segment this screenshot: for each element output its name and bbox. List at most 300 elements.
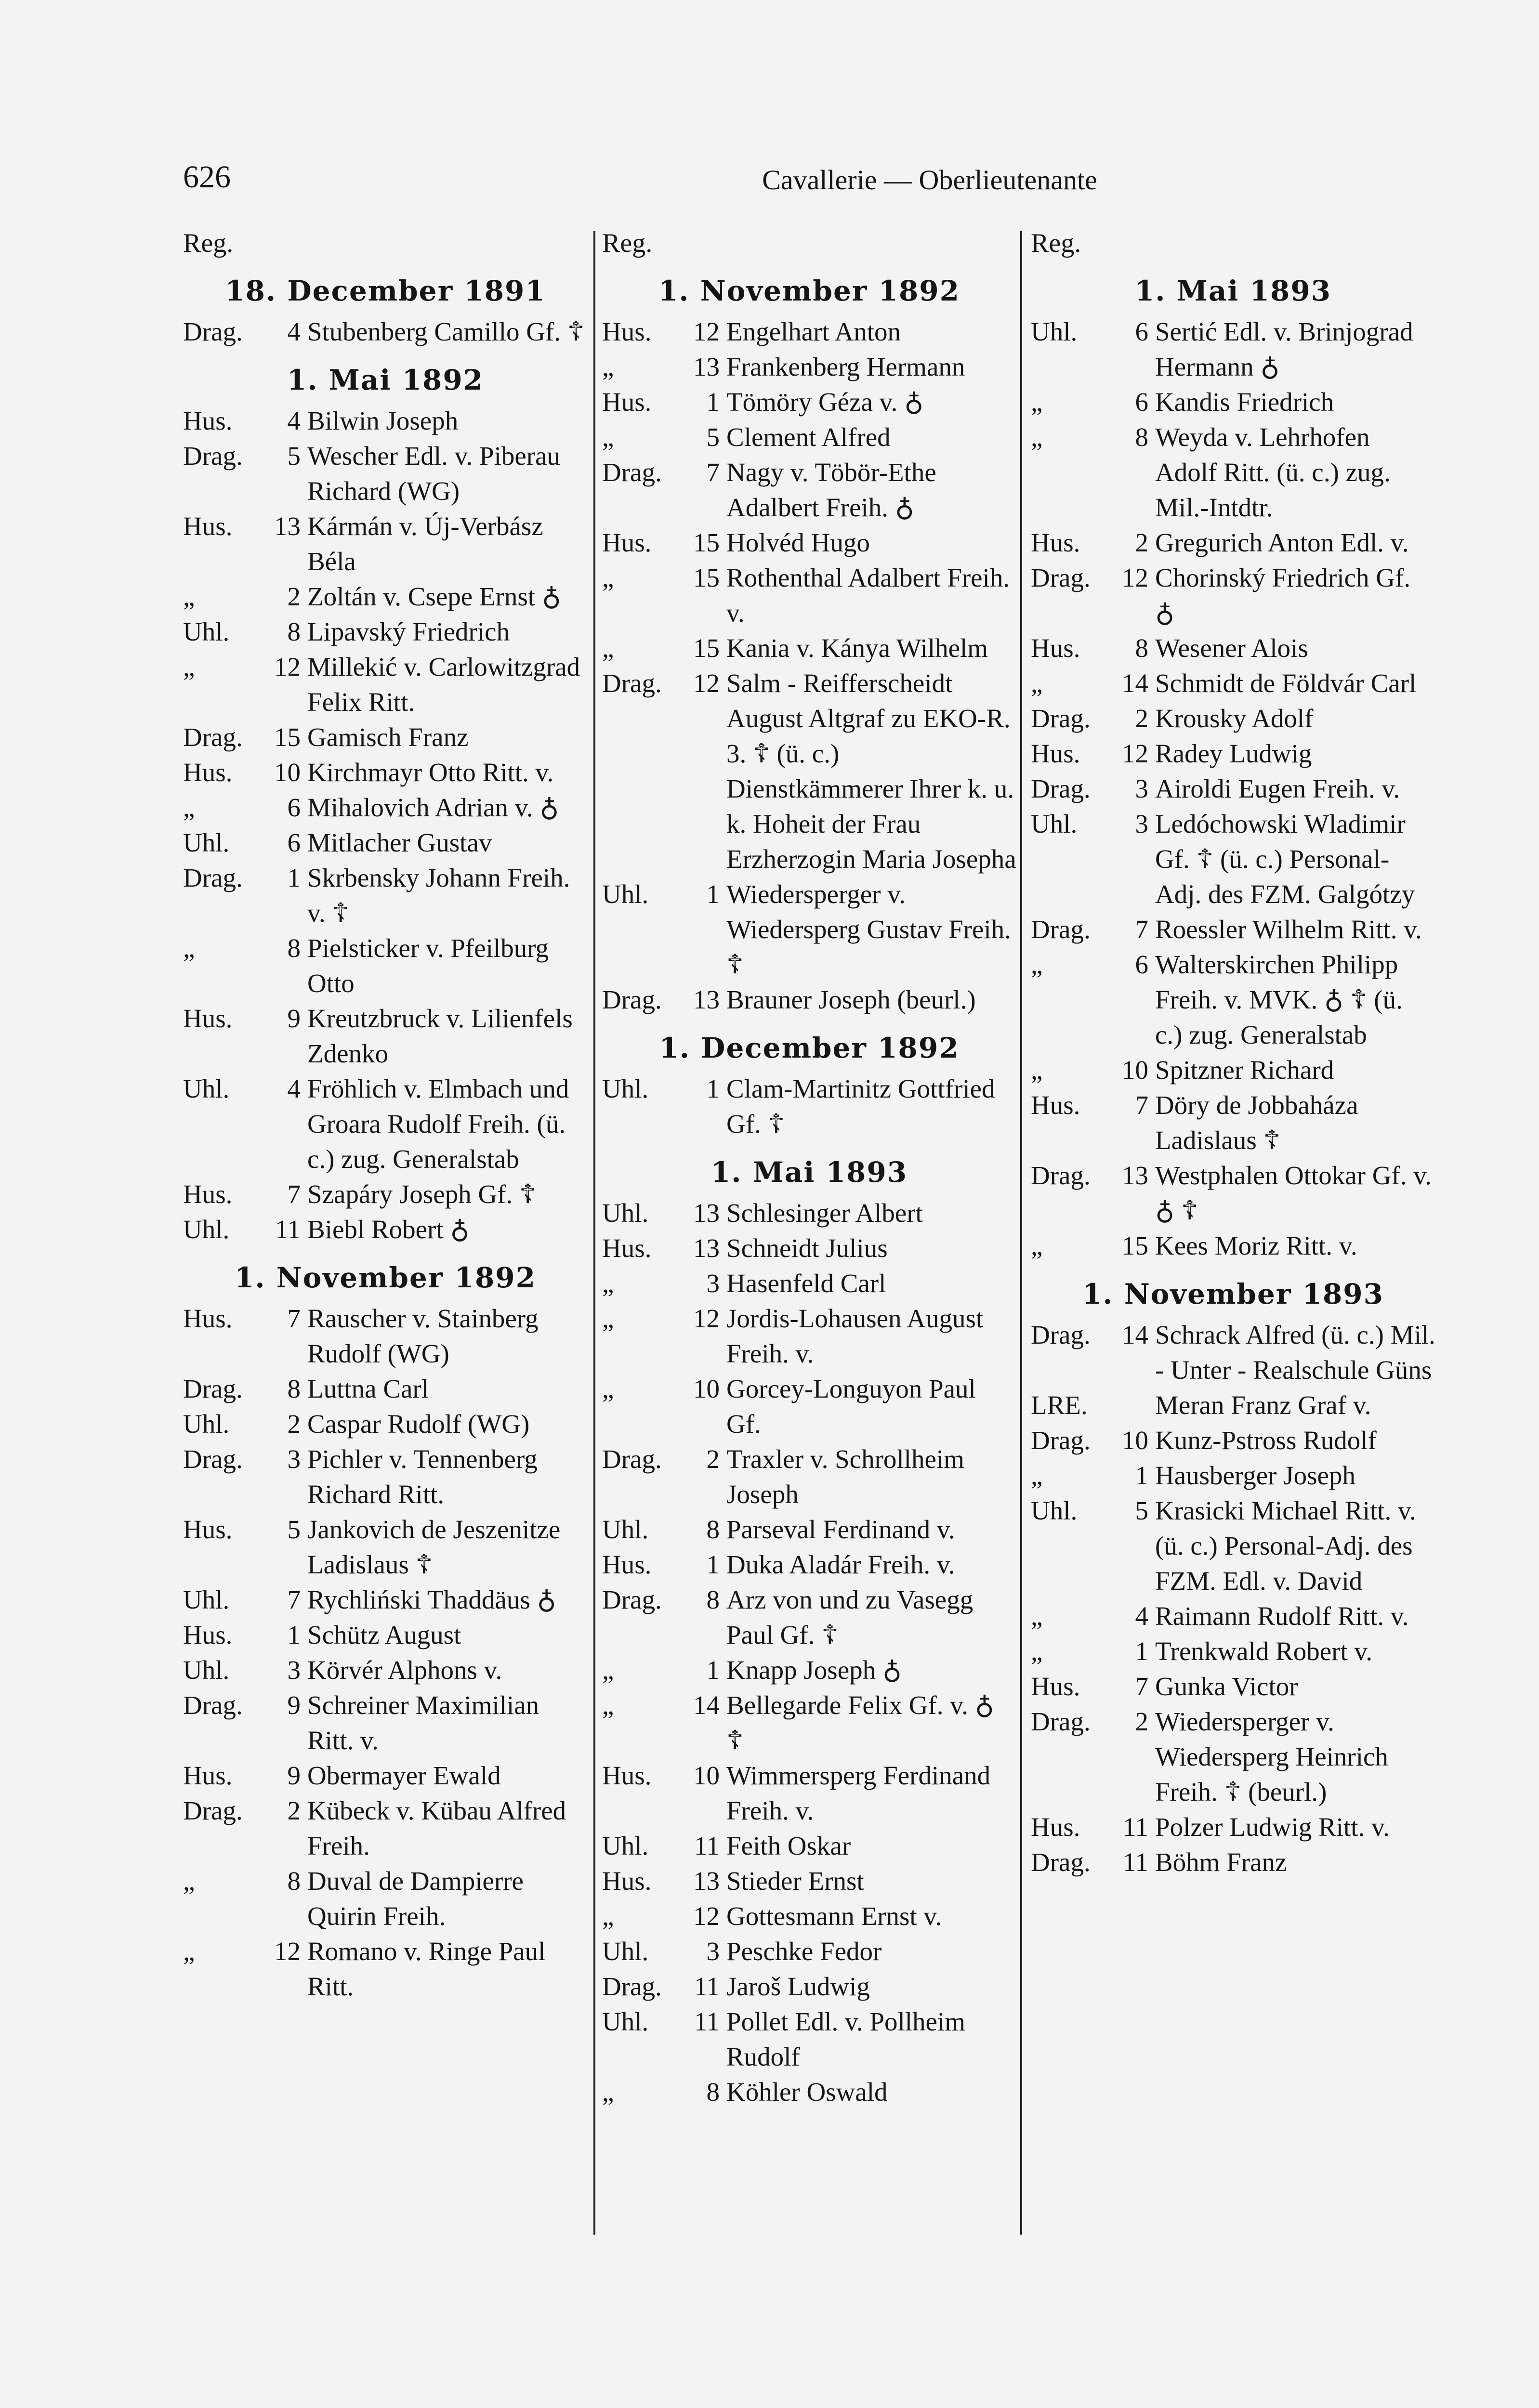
regiment-type: „	[183, 652, 195, 681]
regiment-type: „	[602, 1304, 614, 1333]
officer-entry	[183, 314, 588, 349]
regiment-number: 1	[706, 1655, 720, 1685]
officer-name: Fröhlich v. Elmbach und Groara Rudolf Freih. (ü. c.) zug. Generalstab	[307, 1074, 569, 1174]
officer-entry	[602, 982, 1016, 1017]
officer-name: Roessler Wilhelm Ritt. v.	[1155, 915, 1422, 944]
regiment-number: 11	[694, 1972, 720, 2001]
officer-name: Kania v. Kánya Wilhelm	[726, 633, 988, 663]
regiment-type: „	[1031, 1601, 1043, 1631]
date-heading: 1. November 1892	[234, 1261, 537, 1294]
officer-name: Schlesinger Albert	[726, 1198, 923, 1228]
regiment-type: Uhl.	[602, 1198, 649, 1228]
regiment-number: 11	[694, 2007, 720, 2036]
regiment-number: 10	[1122, 1426, 1148, 1455]
regiment-type: Drag.	[183, 1374, 243, 1403]
regiment-number: 7	[287, 1179, 301, 1209]
officer-name: Frankenberg Hermann	[726, 352, 965, 381]
regiment-number: 6	[287, 793, 301, 822]
date-heading: 1. Mai 1893	[1134, 275, 1332, 307]
officer-entry	[1031, 314, 1435, 384]
officer-name: Kreutzbruck v. Lilienfels Zdenko	[307, 1004, 573, 1068]
officer-entry	[1031, 1458, 1435, 1493]
regiment-type: Drag.	[183, 317, 243, 346]
officer-name: Mihalovich Adrian v. ♁	[307, 793, 559, 822]
officer-entry	[602, 1301, 1016, 1371]
regiment-type: Hus.	[1031, 1672, 1080, 1701]
regiment-number: 13	[693, 985, 720, 1014]
regiment-number: 2	[287, 1796, 301, 1825]
regiment-type: Uhl.	[183, 617, 230, 646]
officer-name: Duka Aladár Freih. v.	[726, 1550, 955, 1579]
officer-name: Böhm Franz	[1155, 1847, 1287, 1877]
officer-entry	[183, 1758, 588, 1793]
officer-entry	[602, 1547, 1016, 1582]
regiment-number: 10	[1122, 1055, 1148, 1085]
officer-entry	[183, 579, 588, 614]
regiment-number: 7	[1135, 1090, 1148, 1120]
regiment-type: „	[183, 793, 195, 822]
officer-entry	[183, 614, 588, 649]
officer-entry	[1031, 1598, 1435, 1634]
officer-entry	[602, 1582, 1016, 1652]
officer-name: Clement Alfred	[726, 422, 891, 452]
regiment-type: „	[1031, 422, 1043, 452]
regiment-type: Hus.	[183, 1304, 233, 1333]
regiment-type: Hus.	[1031, 633, 1080, 663]
regiment-number: 1	[706, 879, 720, 909]
officer-name: Bellegarde Felix Gf. v. ♁ ☦	[726, 1690, 994, 1755]
officer-name: Wiedersperger v. Wiedersperg Gustav Freih. ☦	[726, 879, 1011, 979]
regiment-type: Drag.	[1031, 704, 1091, 733]
officer-name: Döry de Jobbaháza Ladislaus ☦	[1155, 1090, 1358, 1155]
officer-name: Hausberger Joseph	[1155, 1461, 1355, 1490]
regiment-type: Drag.	[602, 1585, 662, 1614]
officer-entry	[183, 403, 588, 438]
regiment-type: Uhl.	[183, 1409, 230, 1439]
officer-entry	[1031, 525, 1435, 560]
regiment-type: Drag.	[1031, 563, 1091, 592]
officer-name: Kees Moriz Ritt. v.	[1155, 1231, 1357, 1260]
officer-entry	[183, 1071, 588, 1177]
officer-name: Körvér Alphons v.	[307, 1655, 502, 1685]
regiment-number: 13	[693, 1866, 720, 1896]
regiment-number: 9	[287, 1690, 301, 1720]
regiment-number: 3	[706, 1937, 720, 1966]
officer-entry	[183, 755, 588, 790]
officer-entry	[183, 1688, 588, 1758]
regiment-type: Drag.	[602, 1972, 662, 2001]
regiment-type: „	[1031, 668, 1043, 698]
officer-entry	[602, 314, 1016, 349]
regiment-type: Uhl.	[1031, 1496, 1078, 1525]
regiment-type: „	[183, 582, 195, 611]
regiment-number: 6	[1135, 317, 1148, 346]
regiment-number: 8	[706, 1585, 720, 1614]
regiment-type: Drag.	[183, 863, 243, 892]
regiment-number: 10	[274, 758, 301, 787]
column-divider	[1020, 231, 1022, 2235]
officer-entry	[183, 1406, 588, 1441]
regiment-type: „	[602, 1374, 614, 1403]
regiment-type: Hus.	[183, 511, 233, 541]
officer-entry	[1031, 1387, 1435, 1423]
officer-name: Peschke Fedor	[726, 1937, 882, 1966]
officer-entry	[602, 1688, 1016, 1758]
regiment-type: „	[1031, 1461, 1043, 1490]
regiment-type: Hus.	[183, 758, 233, 787]
date-heading: 1. November 1892	[658, 275, 960, 307]
regiment-number: 12	[693, 668, 720, 698]
officer-entry	[1031, 771, 1435, 806]
officer-entry	[1031, 1493, 1435, 1598]
officer-entry	[602, 1195, 1016, 1230]
officer-entry	[183, 438, 588, 509]
regiment-number: 3	[1135, 774, 1148, 803]
regiment-type: Drag.	[183, 1444, 243, 1474]
regiment-type: „	[1031, 950, 1043, 979]
running-title: Cavallerie — Oberlieutenante	[762, 164, 1097, 196]
regiment-type: Uhl.	[183, 1585, 230, 1614]
regiment-number: 12	[1122, 739, 1148, 768]
officer-entry	[1031, 1228, 1435, 1263]
regiment-number: 3	[287, 1655, 301, 1685]
officer-entry	[183, 1001, 588, 1071]
regiment-number: 6	[287, 828, 301, 857]
officer-name: Gorcey-Longuyon Paul Gf.	[726, 1374, 976, 1439]
officer-entry	[183, 1441, 588, 1512]
promotion-date-section	[602, 272, 1016, 1017]
regiment-type: „	[1031, 1231, 1043, 1260]
officer-entry	[183, 1652, 588, 1688]
officer-entry	[602, 560, 1016, 630]
regiment-number: 8	[1135, 422, 1148, 452]
officer-name: Köhler Oswald	[726, 2077, 888, 2107]
officer-entry	[602, 1230, 1016, 1266]
officer-name: Clam-Martinitz Gottfried Gf. ☦	[726, 1074, 995, 1139]
regiment-number: 2	[287, 582, 301, 611]
regiment-number: 1	[1135, 1636, 1148, 1666]
regiment-type: „	[602, 633, 614, 663]
regiment-number: 8	[706, 1515, 720, 1544]
regiment-number: 5	[1135, 1496, 1148, 1525]
reg-column-label: Reg.	[1031, 228, 1081, 258]
regiment-type: Hus.	[602, 317, 652, 346]
regiment-number: 1	[706, 1550, 720, 1579]
officer-name: Wescher Edl. v. Piberau Richard (WG)	[307, 441, 561, 506]
regiment-number: 8	[287, 617, 301, 646]
officer-name: Traxler v. Schrollheim Joseph	[726, 1444, 964, 1509]
officer-name: Schütz August	[307, 1620, 461, 1649]
regiment-type: „	[602, 1690, 614, 1720]
officer-entry	[1031, 1158, 1435, 1228]
officer-name: Feith Oskar	[726, 1831, 851, 1860]
officer-entry	[1031, 666, 1435, 701]
officer-name: Brauner Joseph (beurl.)	[726, 985, 976, 1014]
officer-entry	[602, 455, 1016, 525]
regiment-number: 11	[694, 1831, 720, 1860]
officer-entry	[602, 877, 1016, 982]
officer-name: Trenkwald Robert v.	[1155, 1636, 1373, 1666]
regiment-number: 2	[706, 1444, 720, 1474]
officer-entry	[602, 1898, 1016, 1934]
regiment-number: 2	[1135, 1707, 1148, 1736]
officer-entry	[183, 1301, 588, 1371]
officer-name: Weyda v. Lehrhofen Adolf Ritt. (ü. c.) zug. Mil.-Intdtr.	[1155, 422, 1391, 522]
officer-name: Engelhart Anton	[726, 317, 901, 346]
regiment-type: Drag.	[1031, 915, 1091, 944]
regiment-type: Hus.	[1031, 739, 1080, 768]
officer-name: Arz von und zu Vasegg Paul Gf. ☦	[726, 1585, 973, 1649]
regiment-type: Drag.	[1031, 1426, 1091, 1455]
promotion-date-section	[183, 361, 588, 1247]
officer-entry	[602, 1512, 1016, 1547]
regiment-type: „	[602, 422, 614, 452]
regiment-number: 7	[287, 1585, 301, 1614]
officer-entry	[602, 1934, 1016, 1969]
regiment-type: Drag.	[1031, 774, 1091, 803]
officer-entry	[1031, 1052, 1435, 1087]
officer-name: Millekić v. Carlowitzgrad Felix Ritt.	[307, 652, 580, 717]
regiment-type: Drag.	[183, 1796, 243, 1825]
regiment-number: 13	[693, 1198, 720, 1228]
regiment-number: 15	[693, 528, 720, 557]
officer-name: Schneidt Julius	[726, 1233, 888, 1263]
officer-name: Kármán v. Új-Verbász Béla	[307, 511, 543, 576]
officer-entry	[183, 1582, 588, 1617]
regiment-type: „	[183, 1937, 195, 1966]
officer-name: Rauscher v. Stainberg Rudolf (WG)	[307, 1304, 539, 1368]
officer-name: Spitzner Richard	[1155, 1055, 1334, 1085]
regiment-type: Hus.	[183, 406, 233, 435]
officer-name: Pielsticker v. Pfeilburg Otto	[307, 933, 549, 998]
regiment-type: Uhl.	[602, 1831, 649, 1860]
regiment-type: Hus.	[183, 1004, 233, 1033]
officer-name: Pollet Edl. v. Pollheim Rudolf	[726, 2007, 966, 2071]
regiment-number: 13	[693, 352, 720, 381]
regiment-type: Drag.	[183, 722, 243, 752]
officer-name: Krasicki Michael Ritt. v. (ü. c.) Personal-Adj. des FZM. Edl. v. David	[1155, 1496, 1416, 1596]
officer-name: Lipavský Friedrich	[307, 617, 510, 646]
officer-entry	[183, 1512, 588, 1582]
regiment-type: „	[183, 1866, 195, 1896]
officer-entry	[602, 630, 1016, 666]
officer-entry	[602, 1441, 1016, 1512]
regiment-number: 6	[1135, 950, 1148, 979]
regiment-number: 13	[693, 1233, 720, 1263]
officer-entry	[183, 509, 588, 579]
officer-name: Gregurich Anton Edl. v.	[1155, 528, 1409, 557]
officer-name: Gamisch Franz	[307, 722, 469, 752]
regiment-type: „	[602, 1269, 614, 1298]
officer-name: Hasenfeld Carl	[726, 1269, 886, 1298]
officer-entry	[183, 1177, 588, 1212]
officer-name: Mitlacher Gustav	[307, 828, 492, 857]
officer-entry	[183, 1371, 588, 1406]
officer-name: Stubenberg Camillo Gf. ☦	[307, 317, 585, 346]
regiment-type: „	[1031, 1636, 1043, 1666]
regiment-type: Drag.	[602, 985, 662, 1014]
column-1	[183, 226, 588, 2239]
regiment-number: 2	[1135, 528, 1148, 557]
regiment-number: 5	[706, 422, 720, 452]
regiment-number: 3	[1135, 809, 1148, 838]
regiment-number: 1	[1135, 1461, 1148, 1490]
officer-entry	[183, 1617, 588, 1652]
regiment-type: Drag.	[1031, 1847, 1091, 1877]
date-heading: 1. Mai 1892	[287, 364, 484, 396]
officer-name: Wimmersperg Ferdinand Freih. v.	[726, 1761, 991, 1825]
regiment-type: Drag.	[602, 668, 662, 698]
officer-name: Wiedersperger v. Wiedersperg Heinrich Freih. ☦ (beurl.)	[1155, 1707, 1388, 1806]
regiment-number: 12	[274, 652, 301, 681]
regiment-type: Hus.	[602, 1550, 652, 1579]
officer-entry	[183, 825, 588, 860]
regiment-number: 14	[1122, 1320, 1148, 1349]
regiment-number: 10	[693, 1374, 720, 1403]
officer-entry	[1031, 947, 1435, 1052]
regiment-type: Uhl.	[1031, 317, 1078, 346]
regiment-number: 1	[706, 1074, 720, 1103]
officer-entry	[602, 1371, 1016, 1441]
regiment-number: 12	[693, 1901, 720, 1931]
officer-name: Luttna Carl	[307, 1374, 429, 1403]
officer-name: Kunz-Pstross Rudolf	[1155, 1426, 1377, 1455]
officer-entry	[1031, 1809, 1435, 1845]
officer-entry	[1031, 560, 1435, 630]
regiment-type: Hus.	[183, 1761, 233, 1790]
date-heading: 1. November 1893	[1082, 1278, 1384, 1310]
regiment-type: LRE.	[1031, 1390, 1088, 1420]
regiment-type: „	[1031, 1055, 1043, 1085]
officer-name: Schrack Alfred (ü. c.) Mil. - Unter - Realschule Güns	[1155, 1320, 1435, 1385]
regiment-type: „	[183, 933, 195, 963]
officer-name: Schmidt de Földvár Carl	[1155, 668, 1417, 698]
regiment-number: 7	[287, 1304, 301, 1333]
officer-name: Parseval Ferdinand v.	[726, 1515, 955, 1544]
regiment-number: 2	[287, 1409, 301, 1439]
regiment-number: 15	[693, 563, 720, 592]
regiment-type: Hus.	[602, 528, 652, 557]
officer-name: Biebl Robert ♁	[307, 1215, 470, 1244]
officer-name: Rothenthal Adalbert Freih. v.	[726, 563, 1010, 628]
regiment-type: „	[602, 1901, 614, 1931]
regiment-number: 4	[287, 1074, 301, 1103]
regiment-type: „	[602, 352, 614, 381]
officer-entry	[602, 419, 1016, 455]
regiment-number: 7	[706, 458, 720, 487]
officer-entry	[602, 1863, 1016, 1898]
officer-entry	[183, 649, 588, 720]
regiment-type: Hus.	[1031, 1090, 1080, 1120]
promotion-date-section	[602, 1153, 1016, 2109]
regiment-number: 2	[1135, 704, 1148, 733]
regiment-type: Uhl.	[183, 828, 230, 857]
officer-name: Radey Ludwig	[1155, 739, 1312, 768]
regiment-type: Drag.	[1031, 1707, 1091, 1736]
officer-name: Skrbensky Johann Freih. v. ☦	[307, 863, 570, 928]
regiment-type: Hus.	[602, 1233, 652, 1263]
regiment-number: 13	[1122, 1161, 1148, 1190]
officer-entry	[183, 1212, 588, 1247]
officer-name: Jaroš Ludwig	[726, 1972, 870, 2001]
officer-name: Romano v. Ringe Paul Ritt.	[307, 1937, 546, 2001]
regiment-type: Uhl.	[602, 2007, 649, 2036]
regiment-number	[1119, 1387, 1148, 1423]
reg-column-label: Reg.	[183, 228, 234, 258]
officer-name: Wesener Alois	[1155, 633, 1308, 663]
regiment-number: 3	[287, 1444, 301, 1474]
officer-entry	[1031, 1845, 1435, 1880]
officer-name: Szapáry Joseph Gf. ☦	[307, 1179, 537, 1209]
officer-entry	[1031, 1423, 1435, 1458]
regiment-type: Drag.	[602, 458, 662, 487]
regiment-number: 4	[287, 406, 301, 435]
regiment-type: Drag.	[1031, 1320, 1091, 1349]
regiment-type: Hus.	[183, 1620, 233, 1649]
column-2	[602, 226, 1016, 2239]
officer-name: Meran Franz Graf v.	[1155, 1390, 1371, 1420]
officer-name: Jordis-Lohausen August Freih. v.	[726, 1304, 984, 1368]
regiment-type: Uhl.	[602, 879, 649, 909]
officer-name: Tömöry Géza v. ♁	[726, 387, 924, 417]
officer-name: Zoltán v. Csepe Ernst ♁	[307, 582, 561, 611]
regiment-type: Hus.	[602, 1866, 652, 1896]
reg-column-label: Reg.	[602, 228, 653, 258]
regiment-type: Hus.	[183, 1515, 233, 1544]
regiment-number: 12	[1122, 563, 1148, 592]
regiment-type: Uhl.	[183, 1074, 230, 1103]
regiment-number: 4	[1135, 1601, 1148, 1631]
officer-name: Ledóchowski Wladimir Gf. ☦ (ü. c.) Personal-Adj. des FZM. Galgótzy	[1155, 809, 1415, 909]
regiment-type: „	[602, 2077, 614, 2107]
regiment-number: 15	[1122, 1231, 1148, 1260]
regiment-type: Uhl.	[1031, 809, 1078, 838]
regiment-type: Hus.	[602, 1761, 652, 1790]
regiment-number: 11	[1123, 1812, 1148, 1842]
regiment-number: 1	[706, 387, 720, 417]
regiment-type: Uhl.	[183, 1655, 230, 1685]
promotion-date-section	[183, 272, 588, 349]
regiment-number: 6	[1135, 387, 1148, 417]
regiment-number: 7	[1135, 915, 1148, 944]
officer-entry	[183, 1793, 588, 1863]
officer-name: Polzer Ludwig Ritt. v.	[1155, 1812, 1390, 1842]
officer-entry	[183, 720, 588, 755]
officer-entry	[1031, 419, 1435, 525]
officer-entry	[602, 525, 1016, 560]
officer-name: Jankovich de Jeszenitze Ladislaus ☦	[307, 1515, 561, 1579]
officer-name: Caspar Rudolf (WG)	[307, 1409, 530, 1439]
officer-entry	[602, 666, 1016, 877]
officer-name: Chorinský Friedrich Gf. ♁	[1155, 563, 1411, 628]
officer-entry	[183, 860, 588, 930]
officer-name: Kandis Friedrich	[1155, 387, 1334, 417]
regiment-type: „	[602, 1655, 614, 1685]
regiment-number: 14	[693, 1690, 720, 1720]
regiment-number: 14	[1122, 668, 1148, 698]
promotion-date-section	[1031, 1275, 1435, 1880]
regiment-number: 11	[275, 1215, 301, 1244]
officer-entry	[1031, 736, 1435, 771]
regiment-type: Uhl.	[602, 1937, 649, 1966]
officer-name: Knapp Joseph ♁	[726, 1655, 902, 1685]
date-heading: 18. December 1891	[225, 275, 546, 307]
officer-entry	[1031, 630, 1435, 666]
officer-entry	[1031, 384, 1435, 419]
regiment-type: „	[1031, 387, 1043, 417]
regiment-type: Uhl.	[602, 1515, 649, 1544]
page-number: 626	[183, 159, 231, 195]
